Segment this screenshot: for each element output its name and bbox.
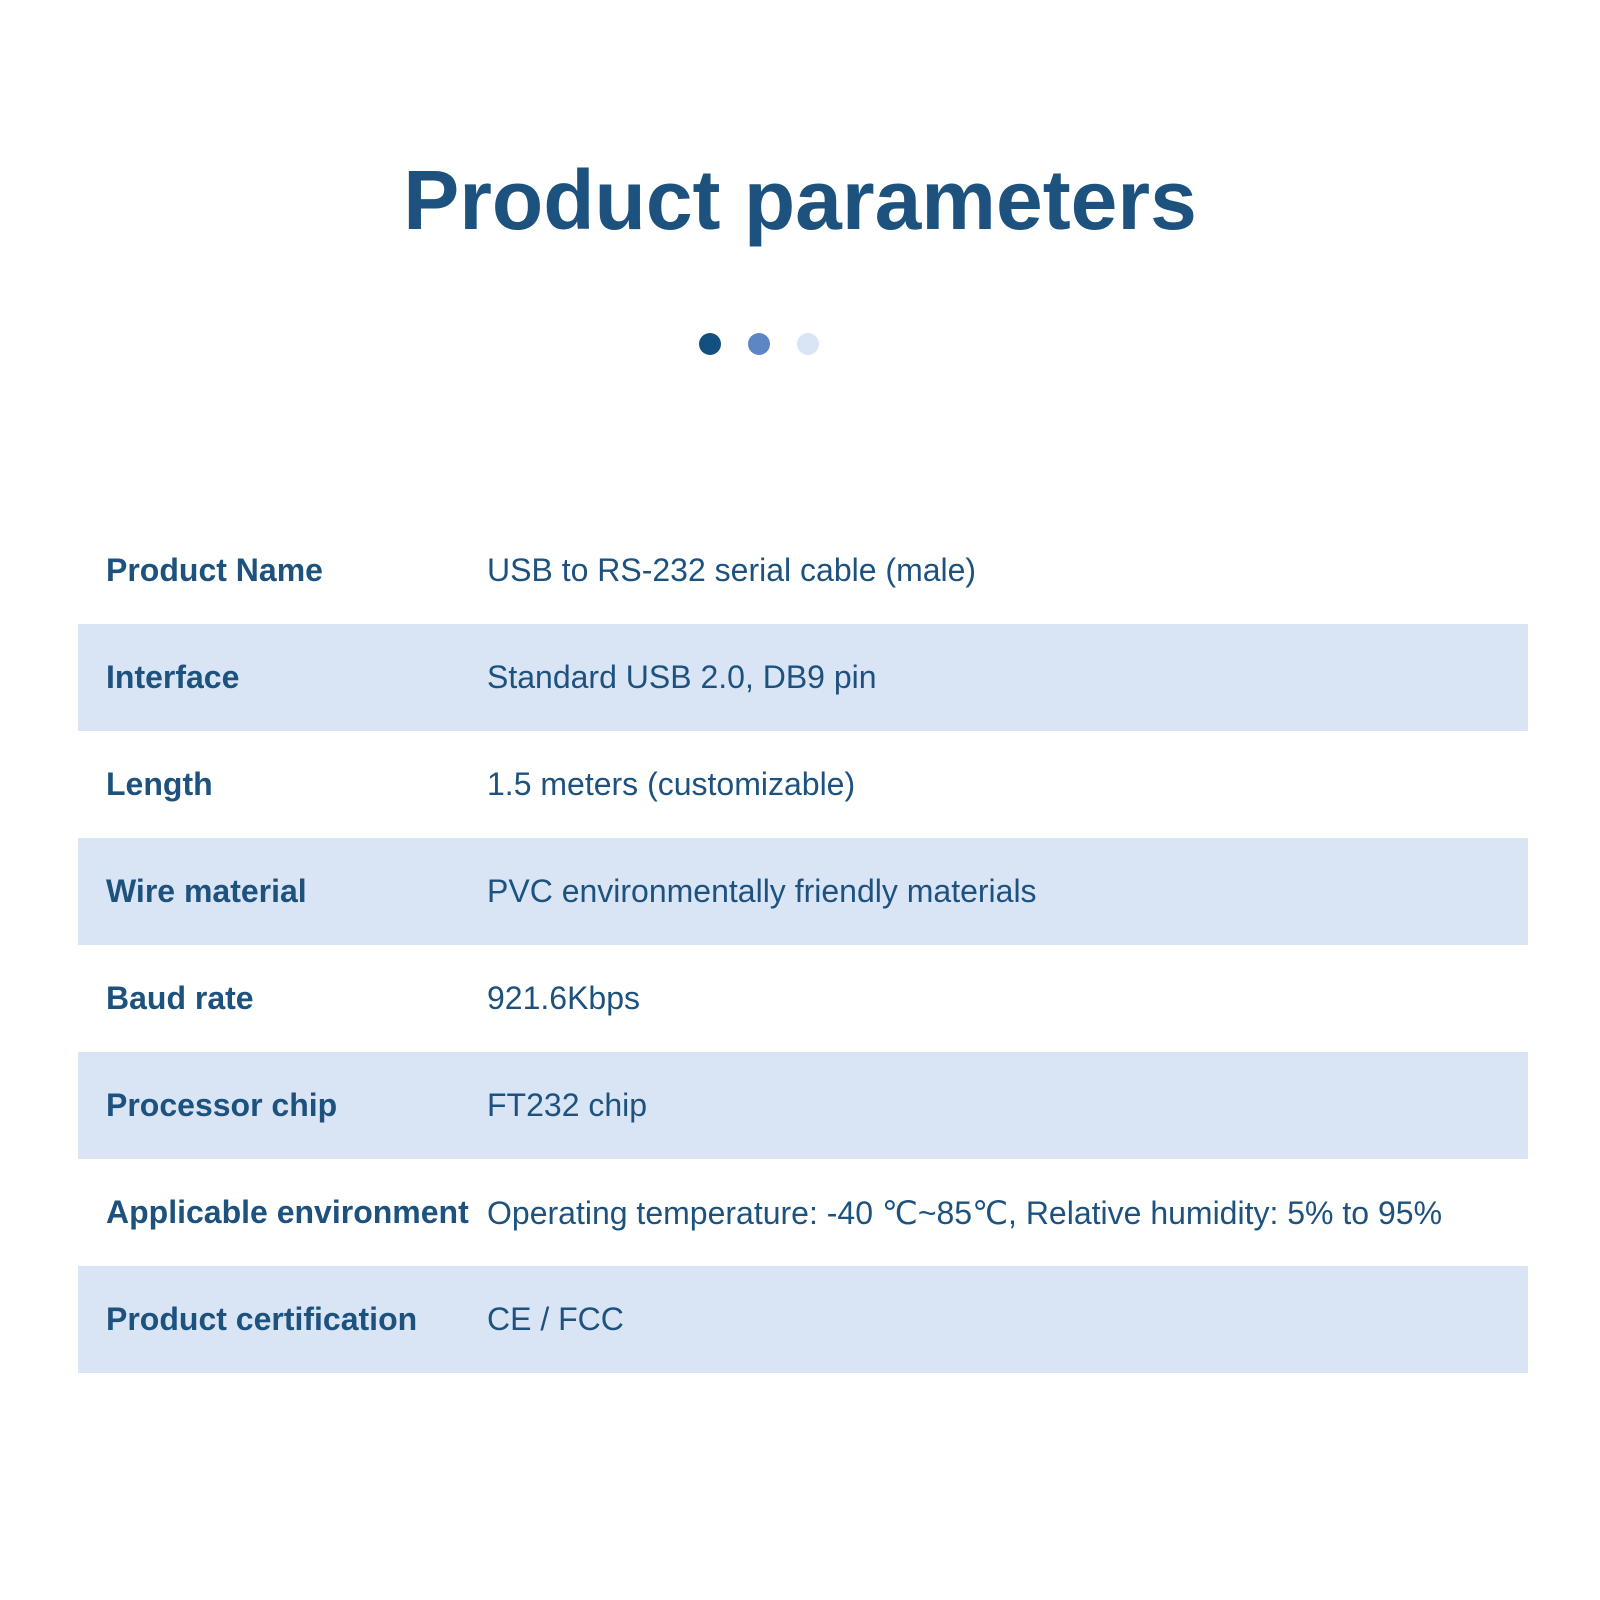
parameter-label: Interface [106, 659, 240, 695]
indicator-dot [699, 333, 721, 355]
carousel-indicator [699, 333, 819, 355]
table-row [78, 945, 1528, 1052]
parameter-value: FT232 chip [487, 1087, 648, 1123]
parameter-label: Product Name [106, 552, 323, 588]
indicator-dot [748, 333, 770, 355]
parameters-table [78, 517, 1528, 1373]
parameter-label: Baud rate [106, 980, 254, 1016]
parameter-value: 1.5 meters (customizable) [487, 766, 856, 802]
indicator-dot [797, 333, 819, 355]
parameter-value: 921.6Kbps [487, 980, 641, 1016]
parameter-value: USB to RS-232 serial cable (male) [487, 552, 977, 588]
parameter-value: CE / FCC [487, 1301, 624, 1337]
page-title: Product parameters [403, 153, 1197, 247]
parameter-value: PVC environmentally friendly materials [487, 873, 1037, 909]
table-row [78, 1266, 1528, 1373]
table-row [78, 517, 1528, 624]
parameter-value: Operating temperature: -40 ℃~85℃, Relative humidity: 5% to 95% [487, 1194, 1443, 1231]
parameter-label: Processor chip [106, 1087, 338, 1123]
parameter-value: Standard USB 2.0, DB9 pin [487, 659, 877, 695]
parameter-label: Applicable environment [106, 1194, 469, 1230]
table-row [78, 731, 1528, 838]
parameter-label: Wire material [106, 873, 307, 909]
table-row [78, 838, 1528, 945]
table-row [78, 1159, 1528, 1266]
parameter-label: Product certification [106, 1301, 418, 1337]
table-row [78, 1052, 1528, 1159]
parameter-label: Length [106, 766, 213, 802]
table-row [78, 624, 1528, 731]
